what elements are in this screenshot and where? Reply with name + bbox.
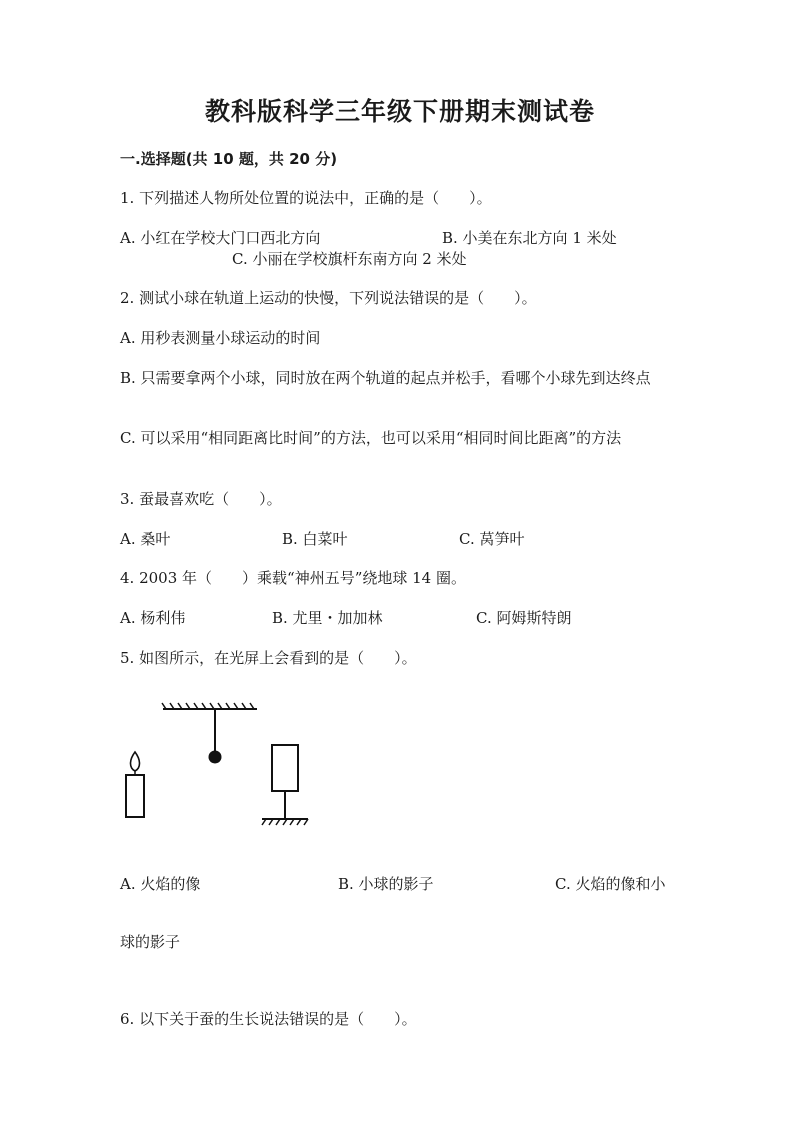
section-heading: 一.选择题(共 10 题，共 20 分) <box>120 150 338 168</box>
candle-body <box>126 775 144 817</box>
question-1-option-c: C. 小丽在学校旗杆东南方向 2 米处 <box>232 250 467 268</box>
question-3-option-b: B. 白菜叶 <box>282 530 348 548</box>
question-5-option-a: A. 火焰的像 <box>120 875 201 893</box>
ceiling-hatch <box>162 703 257 709</box>
question-5-option-b: B. 小球的影子 <box>338 875 434 893</box>
question-5-option-c: C. 火焰的像和小 <box>555 875 666 893</box>
question-6-stem: 6. 以下关于蚕的生长说法错误的是（ ）。 <box>120 1010 417 1028</box>
candle-flame <box>131 752 140 771</box>
question-3-option-a: A. 桑叶 <box>120 530 171 548</box>
question-1-stem: 1. 下列描述人物所处位置的说法中，正确的是（ ）。 <box>120 189 492 207</box>
floor-hatch <box>262 819 308 825</box>
question-3-option-c: C. 莴笋叶 <box>459 530 525 548</box>
light-screen <box>272 745 298 791</box>
hanging-ball <box>209 751 222 764</box>
question-4-option-c: C. 阿姆斯特朗 <box>476 609 572 627</box>
question-1-option-b: B. 小美在东北方向 1 米处 <box>442 229 617 247</box>
question-2-option-b: B. 只需要拿两个小球，同时放在两个轨道的起点并松手，看哪个小球先到达终点 <box>120 369 651 387</box>
question-3-stem: 3. 蚕最喜欢吃（ ）。 <box>120 490 282 508</box>
question-4-stem: 4. 2003 年（ ）乘载“神州五号”绕地球 14 圈。 <box>120 569 466 587</box>
question-1-option-a: A. 小红在学校大门口西北方向 <box>120 229 321 247</box>
question-4-option-b: B. 尤里・加加林 <box>272 609 383 627</box>
page-title: 教科版科学三年级下册期末测试卷 <box>204 97 595 126</box>
question-4-option-a: A. 杨利伟 <box>120 609 186 627</box>
question-2-stem: 2. 测试小球在轨道上运动的快慢，下列说法错误的是（ ）。 <box>120 289 537 307</box>
question-2-option-a: A. 用秒表测量小球运动的时间 <box>120 329 321 347</box>
question-2-option-c: C. 可以采用“相同距离比时间”的方法，也可以采用“相同时间比距离”的方法 <box>120 429 622 447</box>
question-5-stem: 5. 如图所示，在光屏上会看到的是（ ）。 <box>120 649 417 667</box>
question-5-option-c-continued: 球的影子 <box>120 933 181 951</box>
